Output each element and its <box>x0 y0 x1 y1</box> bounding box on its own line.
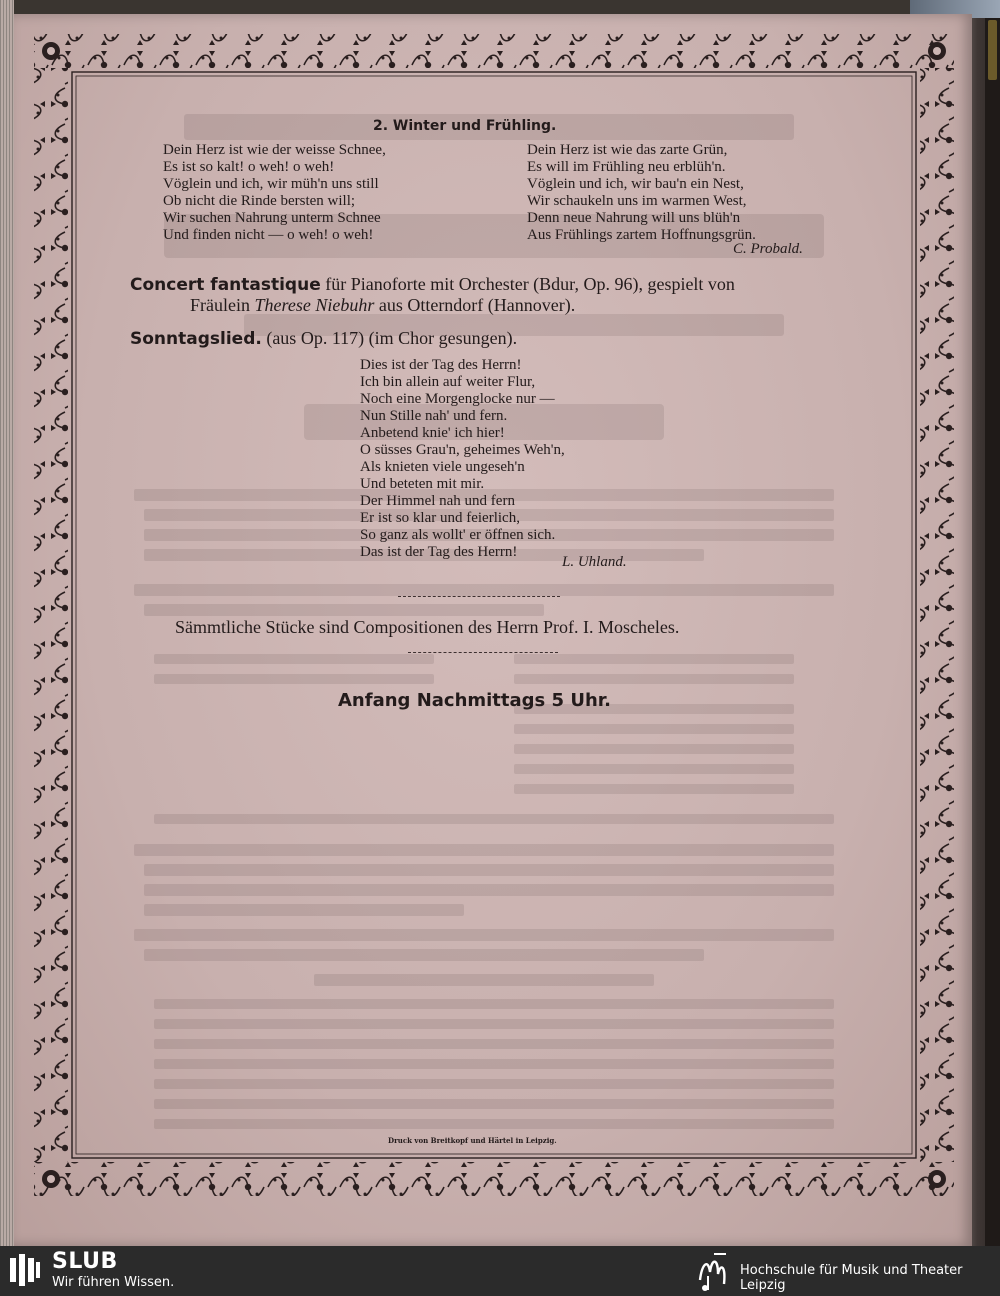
poem-line: Der Himmel nah und fern <box>360 493 515 509</box>
poem-line: Wir suchen Nahrung unterm Schnee <box>163 210 381 226</box>
poem-line: Als knieten viele ungeseh'n <box>360 459 525 475</box>
poem-line: Anbetend knie' ich hier! <box>360 425 505 441</box>
performer-origin: aus Otterndorf (Hannover). <box>374 295 576 315</box>
poem-left-stanza <box>163 142 386 244</box>
concert-entry-line1 <box>130 274 735 295</box>
start-time: Anfang Nachmittags 5 Uhr. <box>338 690 611 711</box>
sonntagslied-title: Sonntagslied. <box>130 329 262 349</box>
poem-line: Das ist der Tag des Herrn! <box>360 544 518 560</box>
poem-line: Ich bin allein auf weiter Flur, <box>360 374 536 390</box>
school-name: Hochschule für Musik und Theater Leipzig <box>740 1263 963 1293</box>
poem-line: Es will im Frühling neu erblüh'n. <box>527 159 726 175</box>
poem-line: Ob nicht die Rinde bersten will; <box>163 193 356 209</box>
book-page-edges <box>0 0 14 1246</box>
poem-line: Nun Stille nah' und fern. <box>360 408 508 424</box>
poem-line: Es ist so kalt! o weh! o weh! <box>163 159 335 175</box>
performer-name: Therese Niebuhr <box>254 295 375 315</box>
spine-gold-mark <box>988 20 997 80</box>
separator-rule <box>398 596 560 597</box>
separator-rule <box>408 652 558 653</box>
sonntagslied-description: (aus Op. 117) (im Chor gesungen). <box>261 328 518 348</box>
library-tagline: Wir führen Wissen. <box>52 1275 175 1290</box>
composer-note: Sämmtliche Stücke sind Compositionen des Herrn Prof. I. Moscheles. <box>175 617 680 637</box>
poem-line: Vöglein und ich, wir müh'n uns still <box>163 176 379 192</box>
poem-line: Aus Frühlings zartem Hoffnungsgrün. <box>527 227 756 243</box>
sonntagslied-poem <box>360 357 565 561</box>
viewer-footer <box>0 1246 1000 1296</box>
poem-line: Dies ist der Tag des Herrn! <box>360 357 522 373</box>
hmt-logo-icon <box>694 1250 732 1292</box>
poem-line: Und beteten mit mir. <box>360 476 485 492</box>
printer-imprint: Druck von Breitkopf und Härtel in Leipzig. <box>388 1136 557 1145</box>
poem-line: Vöglein und ich, wir bau'n ein Nest, <box>527 176 744 192</box>
poem-line: Und finden nicht — o weh! o weh! <box>163 227 374 243</box>
poem-right-stanza <box>527 142 756 244</box>
library-name: SLUB <box>52 1249 118 1274</box>
poem-author: C. Probald. <box>733 241 803 257</box>
slub-logo-icon <box>10 1254 40 1286</box>
sonntagslied-author: L. Uhland. <box>562 554 627 570</box>
concert-entry-line2 <box>190 295 575 316</box>
poem-line: Noch eine Morgenglocke nur — <box>360 391 555 407</box>
poem-line: O süsses Grau'n, geheimes Weh'n, <box>360 442 565 458</box>
concert-title: Concert fantastique <box>130 275 321 295</box>
sonntagslied-entry <box>130 328 517 349</box>
poem-line: Er ist so klar und feierlich, <box>360 510 520 526</box>
song-heading: 2. Winter und Frühling. <box>373 118 557 134</box>
performer-prefix: Fräulein <box>190 295 255 315</box>
concert-description: für Pianoforte mit Orchester (Bdur, Op. 96), gespielt von <box>320 274 735 294</box>
poem-line: Dein Herz ist wie das zarte Grün, <box>527 142 728 158</box>
poem-line: So ganz als wollt' er öffnen sich. <box>360 527 556 543</box>
poem-line: Denn neue Nahrung will uns blüh'n <box>527 210 741 226</box>
poem-line: Dein Herz ist wie der weisse Schnee, <box>163 142 386 158</box>
spine-label <box>985 0 1000 1246</box>
poem-line: Wir schaukeln uns im warmen West, <box>527 193 747 209</box>
